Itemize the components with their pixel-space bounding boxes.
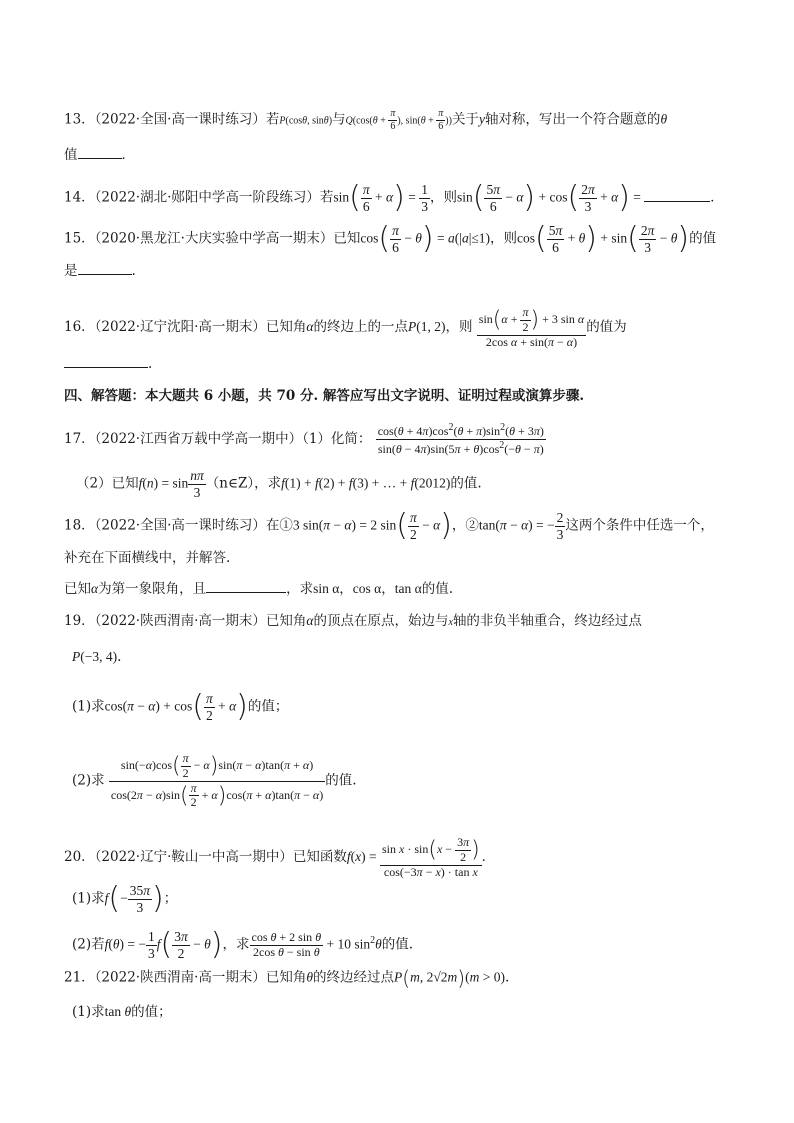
problem-19-q1: (1)求cos(π − α) + cos( $\frac{\pi}{2}$ + α)的值；	[72, 689, 289, 725]
problem-18-line-2: 补充在下面横线中，并解答.	[64, 550, 231, 566]
answer-blank[interactable]	[644, 200, 710, 202]
answer-blank[interactable]	[78, 157, 122, 159]
problem-15-line-2: 是 .	[64, 263, 136, 279]
problem-18-line-1: 18．（2022·全国·高一课时练习）在①3 sin(π − α) = 2 sin( $\frac{\pi}{2}$ − α)，②tan(π − α) = − $\frac{2}{3}$ 这两个条件中任选一个，	[64, 508, 714, 544]
section-heading: 四、解答题：本大题共 6 小题，共 70 分. 解答应写出文字说明、证明过程或演算步骤.	[64, 388, 585, 404]
problem-13-line-1: 13．（2022·全国·高一课时练习）若P(cosθ, sinθ)与Q(cos(θ + $\frac{\pi}{6}$ ), sin(θ + $\frac{\pi}{6}$ ))关于y轴对称，写出一个符合题意的θ	[64, 108, 668, 132]
answer-blank[interactable]	[64, 366, 148, 368]
problem-20-q1: (1)求f(− $\frac{35\pi}{3}$ )；	[72, 881, 178, 917]
problem-20-q2: (2)若f(θ) = − $\frac{1}{3}$ f( $\frac{3\pi}{2}$ − θ)，求 $\frac{\text{cos θ + 2 sin θ}}{\text{2cos θ − sin θ}}$ + 10 $\sin^2\theta$的值.	[72, 927, 414, 963]
problem-21-line-1: 21．（2022·陕西渭南·高一期末）已知角θ的终边经过点P(m, 2√2m)(m > 0).	[64, 966, 510, 990]
answer-blank[interactable]	[206, 591, 286, 593]
problem-13-line-2: 值 ．	[64, 147, 135, 163]
problem-18-line-3: 已知α为第一象限角，且 ，求sin α，cos α，tan α的值.	[64, 581, 453, 597]
problem-19-q2: (2)求 sin(−α)cos( $\frac{\pi}{2}$ − α)sin(π − α)tan(π + α) cos(2π − α)sin( $\frac{\pi}{2}$ + α)cos(π + α)tan(π − α) 的值.	[72, 751, 357, 810]
problem-20-line-1: 20．（2022·辽宁·鞍山一中高一期中）已知函数f(x) = sin x · sin(x − $\frac{3\pi}{2}$ ) cos(−3π − x) · tan x ．	[64, 835, 496, 879]
problem-16-line-2: .	[64, 358, 152, 372]
problem-19-line-1: 19．（2022·陕西渭南·高一期末）已知角α的顶点在原点，始边与x轴的非负半轴重合，终边经过点	[64, 613, 642, 629]
problem-17-line-1: 17．（2022·江西省万载中学高一期中）（1）化简： $\frac{\cos(\theta + 4\pi)\cos^2(\theta + \pi)\sin^2(\theta + 3\pi)}{\sin(\theta - 4\pi)\sin(5\pi + \theta)\cos^2(-\theta - \pi)}$	[64, 422, 544, 456]
problem-21-q1: (1)求tan θ的值；	[72, 1004, 172, 1020]
answer-blank[interactable]	[78, 273, 132, 275]
problem-17-line-2: （2）已知f(n) = sin $\frac{n\pi}{3}$ （n∈Z），求f(1) + f(2) + f(3) + … + f(2012)的值.	[76, 468, 482, 500]
problem-15-line-1: 15．（2020·黑龙江·大庆实验中学高一期末）已知cos( $\frac{\pi}{6}$ − θ) = a(|a|≤1)，则cos( $\frac{5\pi}{6}$ + θ) + sin( $\frac{2\pi}{3}$ − θ)的值	[64, 221, 717, 257]
problem-14: 14．（2022·湖北·郧阳中学高一阶段练习）若sin( $\frac{\pi}{6}$ + α) = $\frac{1}{3}$ ，则sin( $\frac{5\pi}{6}$ − α) + cos( $\frac{2\pi}{3}$ + α) = ．	[64, 180, 724, 216]
problem-19-point: P(−3, 4).	[72, 649, 122, 665]
problem-16-line-1: 16．（2022·辽宁沈阳·高一期末）已知角α的终边上的一点P(1, 2)，则 sin(α + $\frac{\pi}{2}$ ) + 3 sin α 2cos α + sin(π − α) 的值为	[64, 305, 627, 349]
